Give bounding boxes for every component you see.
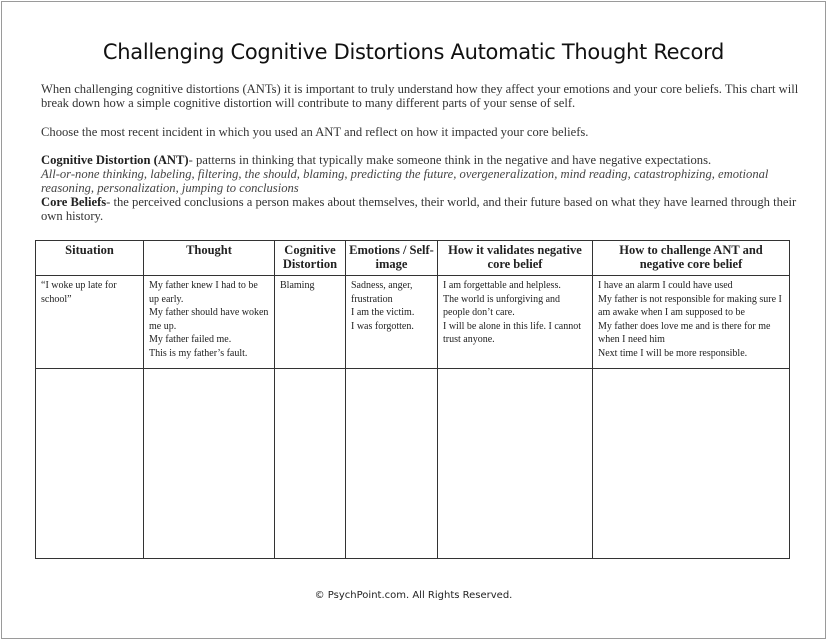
cell-cognitive-distortion[interactable] xyxy=(275,276,346,369)
header-cognitive-distortion: Cognitive Distortion xyxy=(275,241,346,276)
cell-validates-belief[interactable] xyxy=(438,276,593,369)
cell-challenge-ant[interactable] xyxy=(593,276,790,369)
core-term: Core Beliefs xyxy=(41,195,107,209)
cell-cognitive-distortion-empty[interactable] xyxy=(275,369,346,559)
cell-line: I will be alone in this life. I cannot trust anyone. xyxy=(443,320,582,345)
page-title: Challenging Cognitive Distortions Automatic Thought Record xyxy=(102,40,725,64)
cell-emotions-empty[interactable] xyxy=(346,369,438,559)
header-emotions: Emotions / Self-image xyxy=(346,241,438,276)
distortion-examples: All-or-none thinking, labeling, filtering, the should, blaming, predicting the future, overgeneralization, mind reading, catastrophizing, emotional reasoning, personalization, jumping to conclusions xyxy=(41,167,769,195)
cell-line: Blaming xyxy=(280,280,315,291)
cell-line: I am forgettable and helpless. xyxy=(443,280,561,291)
cell-line: Sadness, anger, frustration xyxy=(351,280,413,305)
header-situation: Situation xyxy=(36,241,144,276)
distortion-definition-text: - patterns in thinking that typically make someone think in the negative and have negative expectations. xyxy=(188,153,712,167)
copyright-footer: © PsychPoint.com. All Rights Reserved. xyxy=(314,590,513,601)
table-row xyxy=(36,276,790,369)
cell-validates-belief-empty[interactable] xyxy=(438,369,593,559)
table-row-empty xyxy=(36,369,790,559)
cell-line: My father is not responsible for making sure I am awake when I am supposed to be xyxy=(598,293,782,318)
cell-line: My father does love me and is there for me when I need him xyxy=(598,320,771,345)
cell-emotions[interactable] xyxy=(346,276,438,369)
header-challenge-ant: How to challenge ANT and negative core belief xyxy=(593,241,790,276)
cell-thought-empty[interactable] xyxy=(144,369,275,559)
cell-line: I have an alarm I could have used xyxy=(598,280,733,291)
cell-line: “I woke up late for school” xyxy=(41,280,117,305)
core-definition-text: - the perceived conclusions a person makes about themselves, their world, and their future based on what they have learned through their own history. xyxy=(41,195,797,223)
cell-line: This is my father’s fault. xyxy=(149,347,248,359)
header-validates-belief: How it validates negative core belief xyxy=(438,241,593,276)
intro-paragraph xyxy=(41,82,801,110)
cell-line: My father failed me. xyxy=(149,334,232,345)
cell-line: I was forgotten. xyxy=(351,320,414,332)
cell-situation[interactable] xyxy=(36,276,144,369)
header-thought: Thought xyxy=(144,241,275,276)
definitions-block xyxy=(41,153,801,223)
cell-challenge-ant-empty[interactable] xyxy=(593,369,790,559)
table-header-row xyxy=(36,241,790,276)
cell-line: Next time I will be more responsible. xyxy=(598,347,748,359)
cell-line: My father knew I had to be up early. xyxy=(149,280,258,305)
core-definition xyxy=(41,195,801,223)
distortion-definition xyxy=(41,153,801,167)
cell-thought[interactable] xyxy=(144,276,275,369)
instruction-text: Choose the most recent incident in which you used an ANT and reflect on how it impacted your core beliefs. xyxy=(41,125,589,139)
thought-record-table xyxy=(35,240,790,559)
distortion-term: Cognitive Distortion (ANT) xyxy=(41,153,189,167)
worksheet-page xyxy=(1,1,826,639)
cell-line: I am the victim. xyxy=(351,307,415,318)
cell-situation-empty[interactable] xyxy=(36,369,144,559)
cell-line: The world is unforgiving and people don’t care. xyxy=(443,293,561,318)
intro-text: When challenging cognitive distortions (ANTs) it is important to truly understand how they affect your emotions and your core beliefs. This chart will break down how a simple cognitive distortion will contribute to many different parts of your sense of self. xyxy=(41,82,799,110)
cell-line: My father should have woken me up. xyxy=(149,307,269,332)
instruction-paragraph xyxy=(41,125,801,139)
